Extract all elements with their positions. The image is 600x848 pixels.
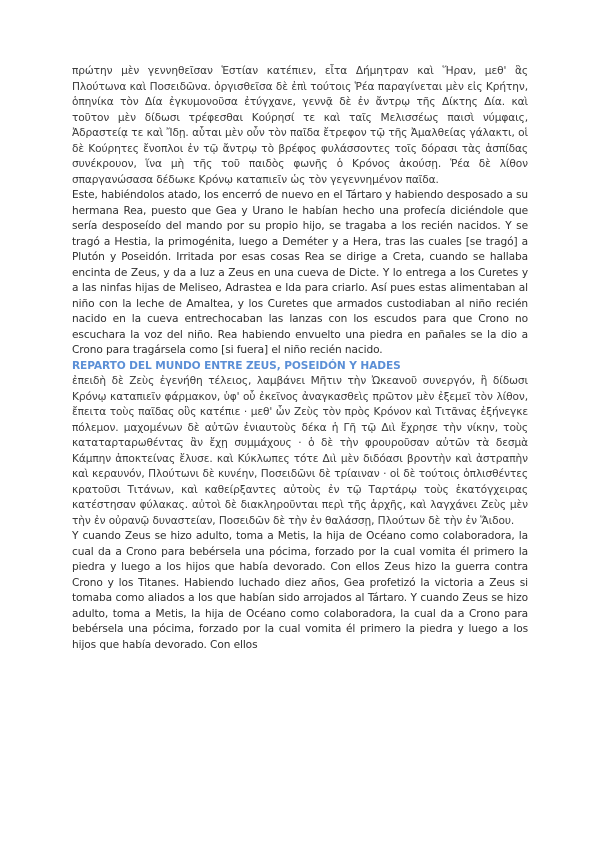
spanish-paragraph-2: Y cuando Zeus se hizo adulto, toma a Metis, la hija de Océano como colaboradora, la cual da a Crono para bebérsela una pócima, forzado por la cual vomita él primero la piedra y luego a los hijos que había devorado. Con ellos Zeus hizo la guerra contra Crono y los Titanes. Habiendo luchado diez años, Gea profetizó la victoria a Zeus si tomaba como aliados a los que habían sido arrojados al Tártaro. Y cuando Zeus se hizo adulto, toma a Metis, la hija de Océano como colaboradora, la cual da a Crono para bebérsela una pócima, forzado por la cual vomita él primero la piedra y luego a los hijos que había devorado. Con ellos bbox=[72, 530, 528, 651]
greek-paragraph-1: πρώτην μὲν γεννηθεῖσαν Ἑστίαν κατέπιεν, εἶτα Δήμητραν καὶ Ἥραν, μεθ' ἃς Πλούτωνα καὶ Ποσειδῶνα. ὀργισθεῖσα δὲ ἐπὶ τούτοις Ῥέα παραγίνεται μὲν εἰς Κρήτην, ὁπηνίκα τὸν Δία ἐγκυμονοῦσα ἐτύγχανε, γεννᾷ δὲ ἐν ἄντρῳ τῆς Δίκτης Δία. καὶ τοῦτον μὲν δίδωσι τρέφεσθαι Κούρησί τε καὶ ταῖς Μελισσέως παισὶ νύμφαις, Ἀδραστείᾳ τε καὶ Ἴδῃ. αὗται μὲν οὖν τὸν παῖδα ἔτρεφον τῷ τῆς Ἀμαλθείας γάλακτι, οἱ δὲ Κούρητες ἔνοπλοι ἐν τῷ ἄντρῳ τὸ βρέφος φυλάσσοντες τοῖς δόρασι τὰς ἀσπίδας συνέκρουον, ἵνα μὴ τῆς τοῦ παιδὸς φωνῆς ὁ Κρόνος ἀκούσῃ. Ῥέα δὲ λίθον σπαργανώσασα δέδωκε Κρόνῳ καταπιεῖν ὡς τὸν γεγεννημένον παῖδα. bbox=[72, 65, 528, 186]
spanish-paragraph-1: Este, habiéndolos atado, los encerró de nuevo en el Tártaro y habiendo desposado a su hermana Rea, puesto que Gea y Urano le habían hecho una profecía diciéndole que sería desposeído del mando por su propio hijo, se tragaba a los recién nacidos. Y se tragó a Hestia, la primogénita, luego a Deméter y a Hera, tras las cuales [se tragó] a Plutón y Poseidón. Irritada por esas cosas Rea se dirige a Creta, cuando se hallaba encinta de Zeus, y da a luz a Zeus en una cueva de Dicte. Y lo entrega a los Curetes y a las ninfas hijas de Meliseo, Adrastea e Ida para criarlo. Así pues estas alimentaban al niño con la leche de Amaltea, y los Curetes que armados custodiaban al niño recién nacido en la cueva entrechocaban las lanzas con los escudos para que Crono no escuchara la voz del niño. Rea habiendo envuelto una piedra en pañales se la dio a Crono para tragársela como [si fuera] el niño recién nacido. bbox=[72, 189, 528, 356]
greek-paragraph-2: ἐπειδὴ δὲ Ζεὺς ἐγενήθη τέλειος, λαμβάνει Μῆτιν τὴν Ὠκεανοῦ συνεργόν, ἣ δίδωσι Κρόνῳ καταπιεῖν φάρμακον, ὑφ' οὗ ἐκεῖνος ἀναγκασθεὶς πρῶτον μὲν ἐξεμεῖ τὸν λίθον, ἔπειτα τοὺς παῖδας οὓς κατέπιε · μεθ' ὧν Ζεὺς τὸν πρὸς Κρόνον καὶ Τιτᾶνας ἐξήνεγκε πόλεμον. μαχομένων δὲ αὐτῶν ἐνιαυτοὺς δέκα ἡ Γῆ τῷ Διὶ ἔχρησε τὴν νίκην, τοὺς καταταρταρωθέντας ἂν ἔχῃ συμμάχους · ὁ δὲ τὴν φρουροῦσαν αὐτῶν τὰ δεσμὰ Κάμπην ἀποκτείνας ἔλυσε. καὶ Κύκλωπες τότε Διὶ μὲν διδόασι βροντὴν καὶ ἀστραπὴν καὶ κεραυνόν, Πλούτωνι δὲ κυνέην, Ποσειδῶνι δὲ τρίαιναν · οἱ δὲ τούτοις ὁπλισθέντες κρατοῦσι Τιτάνων, καὶ καθείρξαντες αὐτοὺς ἐν τῷ Ταρτάρῳ τοὺς ἑκατόγχειρας κατέστησαν φύλακας. αὐτοὶ δὲ διακληροῦνται περὶ τῆς ἀρχῆς, καὶ λαγχάνει Ζεὺς μὲν τὴν ἐν οὐρανῷ δυναστείαν, Ποσειδῶν δὲ τὴν ἐν θαλάσσῃ, Πλούτων δὲ τὴν ἐν Ἅιδου. bbox=[72, 375, 528, 527]
document-page bbox=[72, 64, 528, 653]
section-heading: REPARTO DEL MUNDO ENTRE ZEUS, POSEIDÓN Y HADES bbox=[72, 359, 401, 372]
